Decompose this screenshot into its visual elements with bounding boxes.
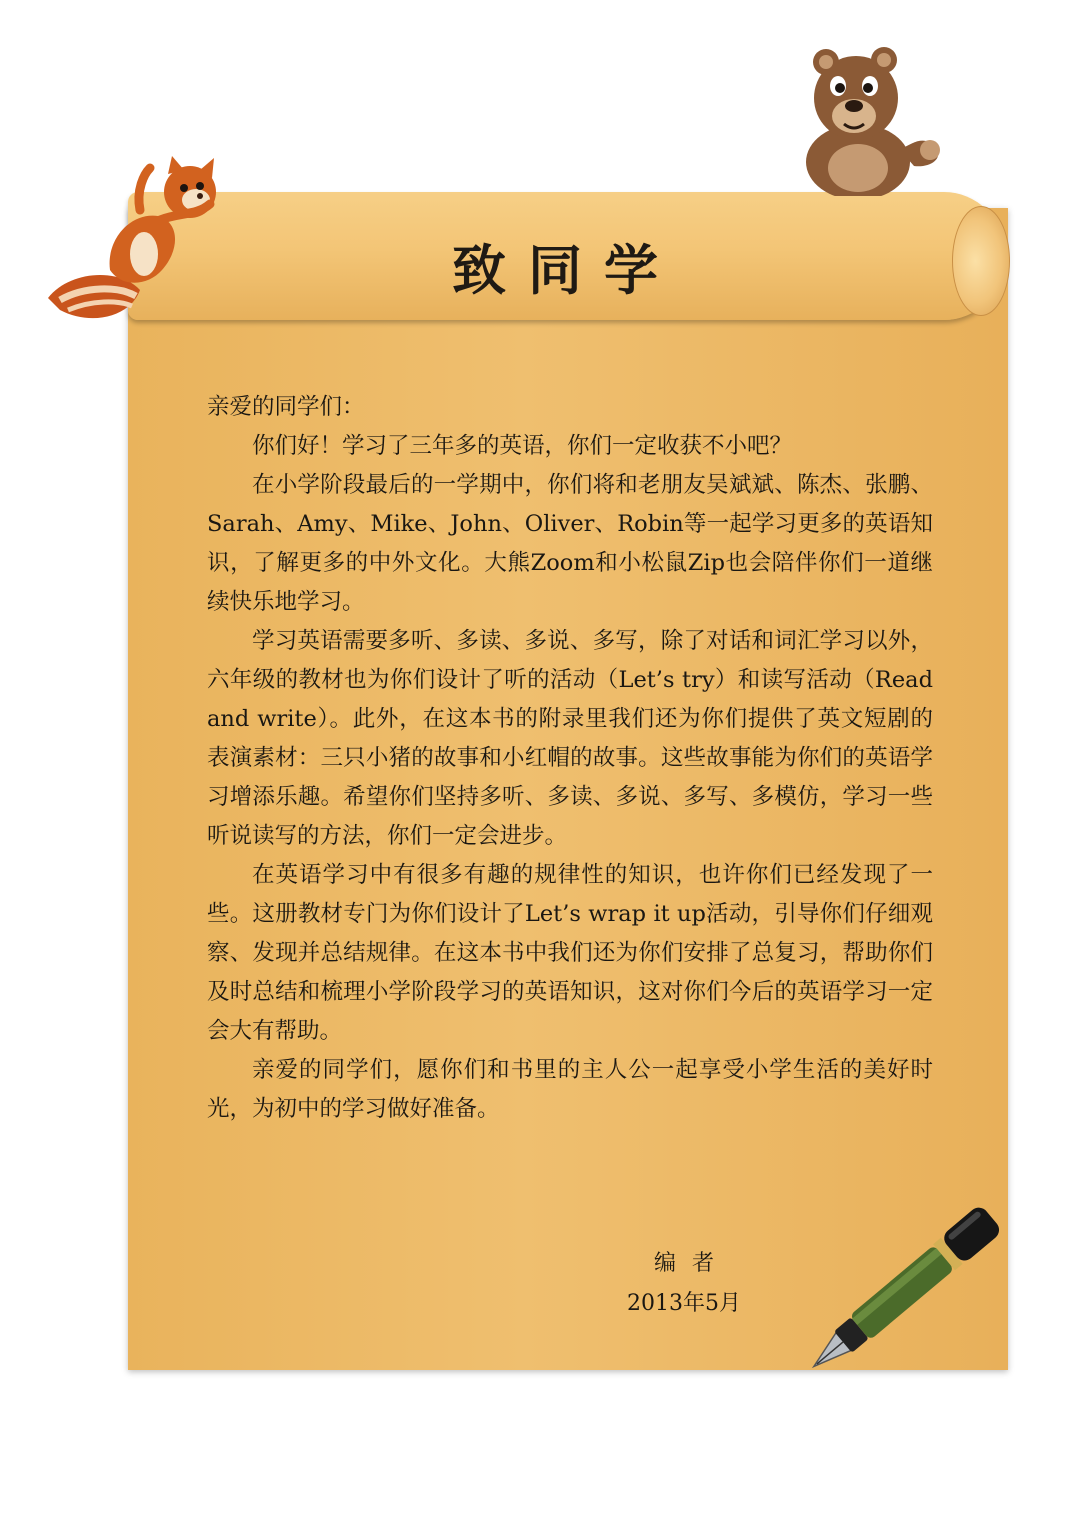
paragraph-4: 在英语学习中有很多有趣的规律性的知识，也许你们已经发现了一些。这册教材专门为你们设计了Let’s wrap it up活动，引导你们仔细观察、发现并总结规律。在这本书中我们还为你们安排了总复习，帮助你们及时总结和梳理小学阶段学习的英语知识，这对你们今后的英语学习一定会大有帮助。	[207, 862, 933, 1044]
paragraph-2: 在小学阶段最后的一学期中，你们将和老朋友吴斌斌、陈杰、张鹏、Sarah、Amy、Mike、John、Oliver、Robin等一起学习更多的英语知识，了解更多的中外文化。大熊Zoom和小松鼠Zip也会陪伴你们一道继续快乐地学习。	[207, 472, 933, 615]
signature-author: 编者	[653, 1251, 730, 1276]
fountain-pen-icon	[780, 1190, 1030, 1390]
squirrel-icon	[40, 150, 220, 340]
signature-date: 2013年5月	[627, 1291, 741, 1316]
greeting: 亲爱的同学们：	[207, 394, 365, 420]
paragraph-5: 亲爱的同学们，愿你们和书里的主人公一起享受小学生活的美好时光，为初中的学习做好准备。	[207, 1057, 933, 1122]
signature-block	[604, 1244, 764, 1324]
paragraph-3: 学习英语需要多听、多读、多说、多写，除了对话和词汇学习以外，六年级的教材也为你们设计了听的活动（Let’s try）和读写活动（Read and write）。此外，在这本书的附录里我们还为你们提供了英文短剧的表演素材：三只小猪的故事和小红帽的故事。这些故事能为你们的英语学习增添乐趣。希望你们坚持多听、多读、多说、多写、多模仿，学习一些听说读写的方法，你们一定会进步。	[207, 628, 933, 849]
page-title: 致同学	[452, 238, 680, 302]
letter-body	[207, 388, 933, 1129]
bear-icon	[796, 40, 956, 196]
paragraph-1: 你们好！学习了三年多的英语，你们一定收获不小吧？	[252, 433, 793, 459]
